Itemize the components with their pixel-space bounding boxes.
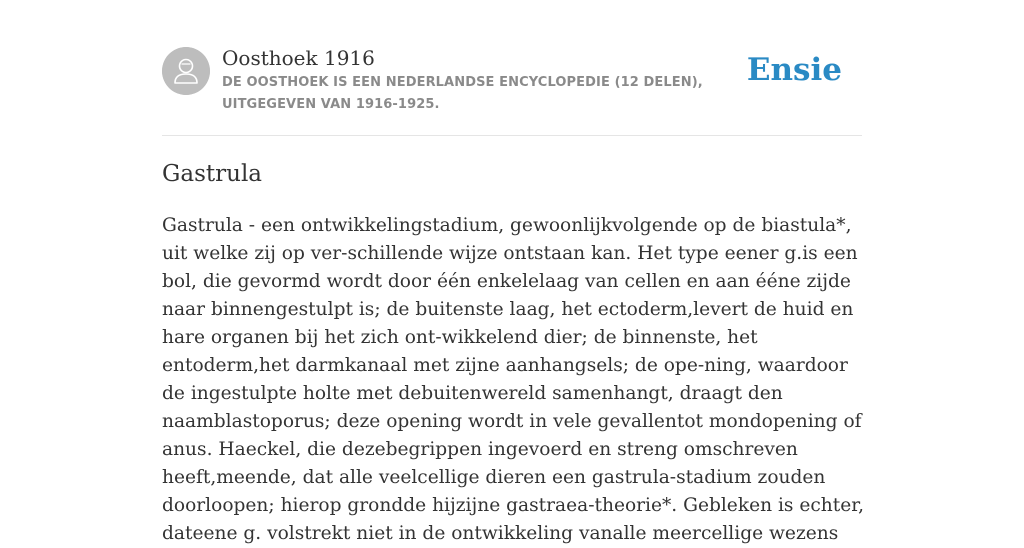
article-body: Gastrula - een ontwikkelingstadium, gewoonlijkvolgende op de biastula*, uit welke zij op ver-schillende wijze ontstaan kan. Het type eener g.is een bol, die gevormd wordt door één enkelelaag van cellen en aan ééne zijde naar binnengestulpt is; de buitenste laag, het ectoderm,levert de huid en hare organen bij het zich ont-wikkelend dier; de binnenste, het entoderm,het darmkanaal met zijne aanhangsels; de ope-ning, waardoor de ingestulpte holte met debuitenwereld samenhangt, draagt den naamblastoporus; deze opening wordt in vele gevallentot mondopening of anus. Haeckel, die dezebegrippen ingevoerd en streng omschreven heeft,meende, dat alle veelcellige dieren een gastrula-stadium zouden doorloopen; hierop grondde hijzijne gastraea-theorie*. Gebleken is echter, dateene g. volstrekt niet in de ontwikkeling vanalle meercellige wezens [162, 215, 864, 544]
source-info [222, 44, 762, 116]
user-icon [162, 47, 210, 95]
source-description: DE OOSTHOEK IS EEN NEDERLANDSE ENCYCLOPEDIE (12 DELEN), UITGEGEVEN VAN 1916-1925. [222, 75, 703, 112]
article-title: Gastrula [162, 161, 263, 187]
source-header [162, 0, 862, 136]
source-title[interactable]: Oosthoek 1916 [222, 46, 375, 70]
source-avatar[interactable] [162, 47, 210, 95]
brand-logo[interactable]: Ensie [746, 52, 842, 88]
page [162, 0, 864, 544]
